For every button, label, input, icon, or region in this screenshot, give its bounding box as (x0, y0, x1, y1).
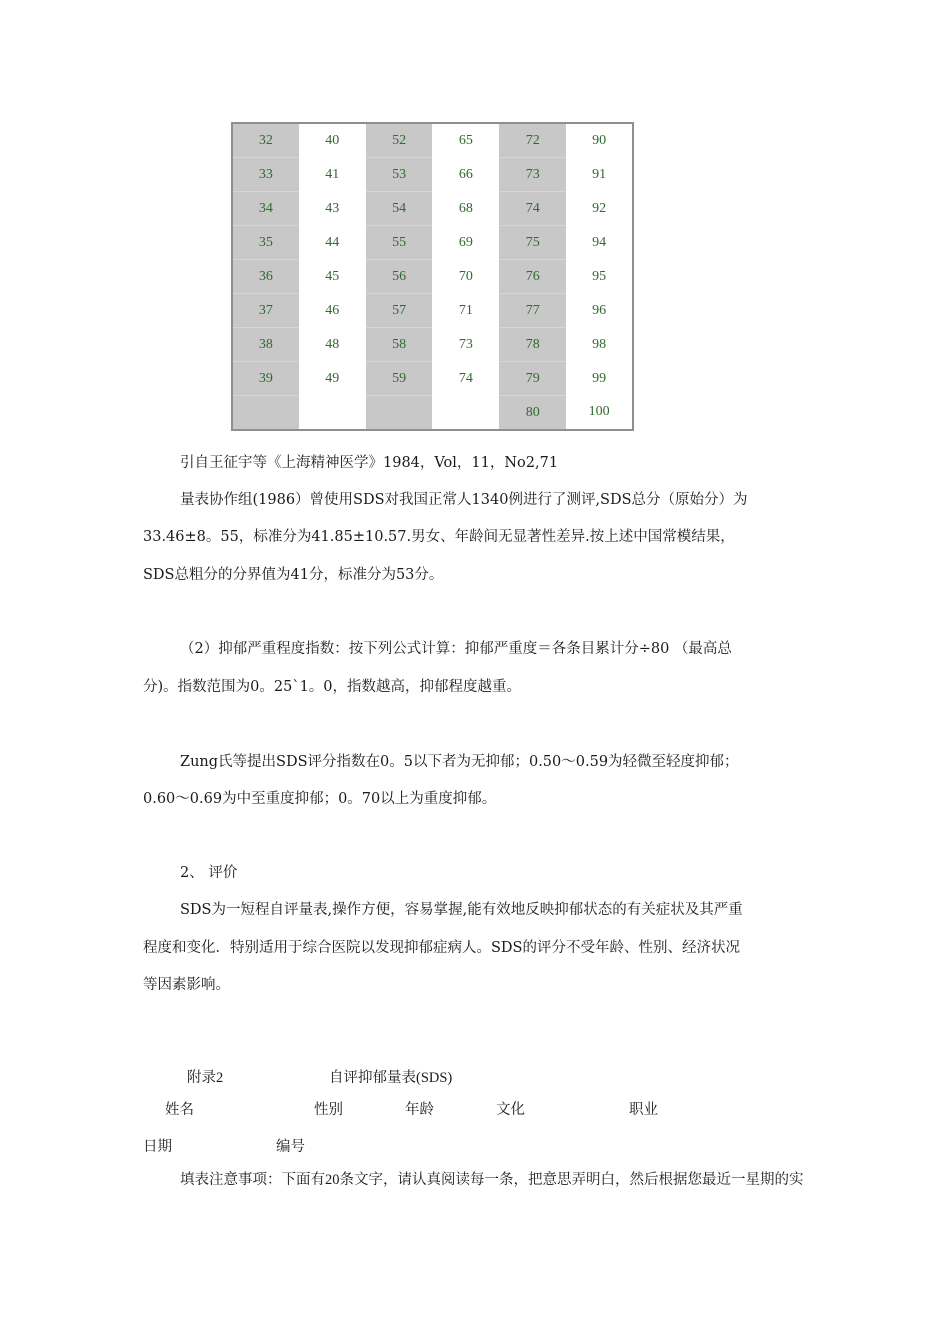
para4-line3: 等因素影响。 (143, 977, 230, 993)
table-row (232, 260, 633, 294)
para4-line1: SDS为一短程自评量表,操作方便，容易掌握,能有效地反映抑郁状态的有关症状及其严重 (180, 902, 743, 918)
standard-score-cell: 48 (299, 328, 366, 362)
raw-score-cell: 59 (366, 362, 433, 396)
table-row (232, 192, 633, 226)
raw-score-cell: 56 (366, 260, 433, 294)
standard-score-cell: 41 (299, 158, 366, 192)
para4-line2: 程度和变化．特别适用于综合医院以发现抑郁症病人。SDS的评分不受年龄、性别、经济状况 (143, 940, 740, 956)
para2-line1: （2）抑郁严重程度指数：按下列公式计算：抑郁严重度＝各条目累计分÷80 （最高总 (180, 641, 732, 657)
field-education-label: 文化 (496, 1102, 525, 1118)
standard-score-cell: 45 (299, 260, 366, 294)
raw-score-cell: 77 (499, 294, 566, 328)
standard-score-cell: 71 (432, 294, 499, 328)
para3-line1: Zung氏等提出SDS评分指数在0。5以下者为无抑郁；0.50～0.59为轻微至轻度抑郁； (180, 754, 739, 770)
standard-score-cell: 74 (432, 362, 499, 396)
standard-score-cell: 94 (566, 226, 633, 260)
field-number-label: 编号 (276, 1139, 305, 1155)
raw-score-cell: 54 (366, 192, 433, 226)
instructions: 填表注意事项：下面有20条文字，请认真阅读每一条，把意思弄明白，然后根据您最近一星期的实 (180, 1172, 804, 1188)
table-row (232, 362, 633, 396)
standard-score-cell: 92 (566, 192, 633, 226)
raw-score-cell: 72 (499, 123, 566, 158)
raw-score-cell: 79 (499, 362, 566, 396)
standard-score-cell (299, 396, 366, 431)
citation: 引自王征宇等《上海精神医学》1984，Vol，11，No2,71 (180, 455, 559, 471)
raw-score-cell: 75 (499, 226, 566, 260)
section2-heading: 2、 评价 (180, 865, 238, 881)
standard-score-cell: 40 (299, 123, 366, 158)
standard-score-cell: 68 (432, 192, 499, 226)
field-date-label: 日期 (143, 1139, 172, 1155)
raw-score-cell: 57 (366, 294, 433, 328)
para1-line2: 33.46±8。55，标准分为41.85±10.57.男女、年龄间无显著性差异.按上述中国常模结果， (143, 529, 735, 545)
raw-score-cell: 78 (499, 328, 566, 362)
raw-score-cell: 76 (499, 260, 566, 294)
raw-score-cell: 33 (232, 158, 299, 192)
raw-score-cell: 53 (366, 158, 433, 192)
raw-score-cell: 74 (499, 192, 566, 226)
para1-line1: 量表协作组(1986）曾使用SDS对我国正常人1340例进行了测评,SDS总分（原始分）为 (180, 492, 748, 508)
raw-score-cell: 32 (232, 123, 299, 158)
raw-score-cell: 37 (232, 294, 299, 328)
standard-score-cell: 49 (299, 362, 366, 396)
standard-score-cell: 66 (432, 158, 499, 192)
raw-score-cell: 52 (366, 123, 433, 158)
standard-score-cell (432, 396, 499, 431)
raw-to-standard-score-table (231, 122, 634, 431)
conversion-table-body (232, 123, 633, 430)
standard-score-cell: 69 (432, 226, 499, 260)
table-row (232, 294, 633, 328)
appendix-label: 附录2 (187, 1070, 224, 1086)
field-name-label: 姓名 (165, 1102, 194, 1118)
standard-score-cell: 95 (566, 260, 633, 294)
field-occupation-label: 职业 (629, 1102, 658, 1118)
raw-score-cell: 73 (499, 158, 566, 192)
table-row (232, 226, 633, 260)
raw-score-cell: 35 (232, 226, 299, 260)
standard-score-cell: 73 (432, 328, 499, 362)
field-age-label: 年龄 (405, 1102, 434, 1118)
standard-score-cell: 44 (299, 226, 366, 260)
standard-score-cell: 65 (432, 123, 499, 158)
standard-score-cell: 99 (566, 362, 633, 396)
standard-score-cell: 46 (299, 294, 366, 328)
raw-score-cell: 55 (366, 226, 433, 260)
appendix-title: 自评抑郁量表(SDS) (329, 1070, 453, 1086)
raw-score-cell: 34 (232, 192, 299, 226)
para3-line2: 0.60～0.69为中至重度抑郁；0。70以上为重度抑郁。 (143, 791, 497, 807)
field-gender-label: 性别 (314, 1102, 343, 1118)
table-row (232, 158, 633, 192)
para1-line3: SDS总粗分的分界值为41分，标准分为53分。 (143, 567, 444, 583)
table-row (232, 123, 633, 158)
standard-score-cell: 91 (566, 158, 633, 192)
standard-score-cell: 96 (566, 294, 633, 328)
standard-score-cell: 98 (566, 328, 633, 362)
standard-score-cell: 43 (299, 192, 366, 226)
raw-score-cell (366, 396, 433, 431)
raw-score-cell: 80 (499, 396, 566, 431)
standard-score-cell: 90 (566, 123, 633, 158)
raw-score-cell: 39 (232, 362, 299, 396)
standard-score-cell: 70 (432, 260, 499, 294)
raw-score-cell: 58 (366, 328, 433, 362)
table-row (232, 328, 633, 362)
raw-score-cell: 36 (232, 260, 299, 294)
raw-score-cell (232, 396, 299, 431)
table-row (232, 396, 633, 431)
standard-score-cell: 100 (566, 396, 633, 431)
raw-score-cell: 38 (232, 328, 299, 362)
para2-line2: 分)。指数范围为0。25`1。0，指数越高，抑郁程度越重。 (143, 679, 522, 695)
